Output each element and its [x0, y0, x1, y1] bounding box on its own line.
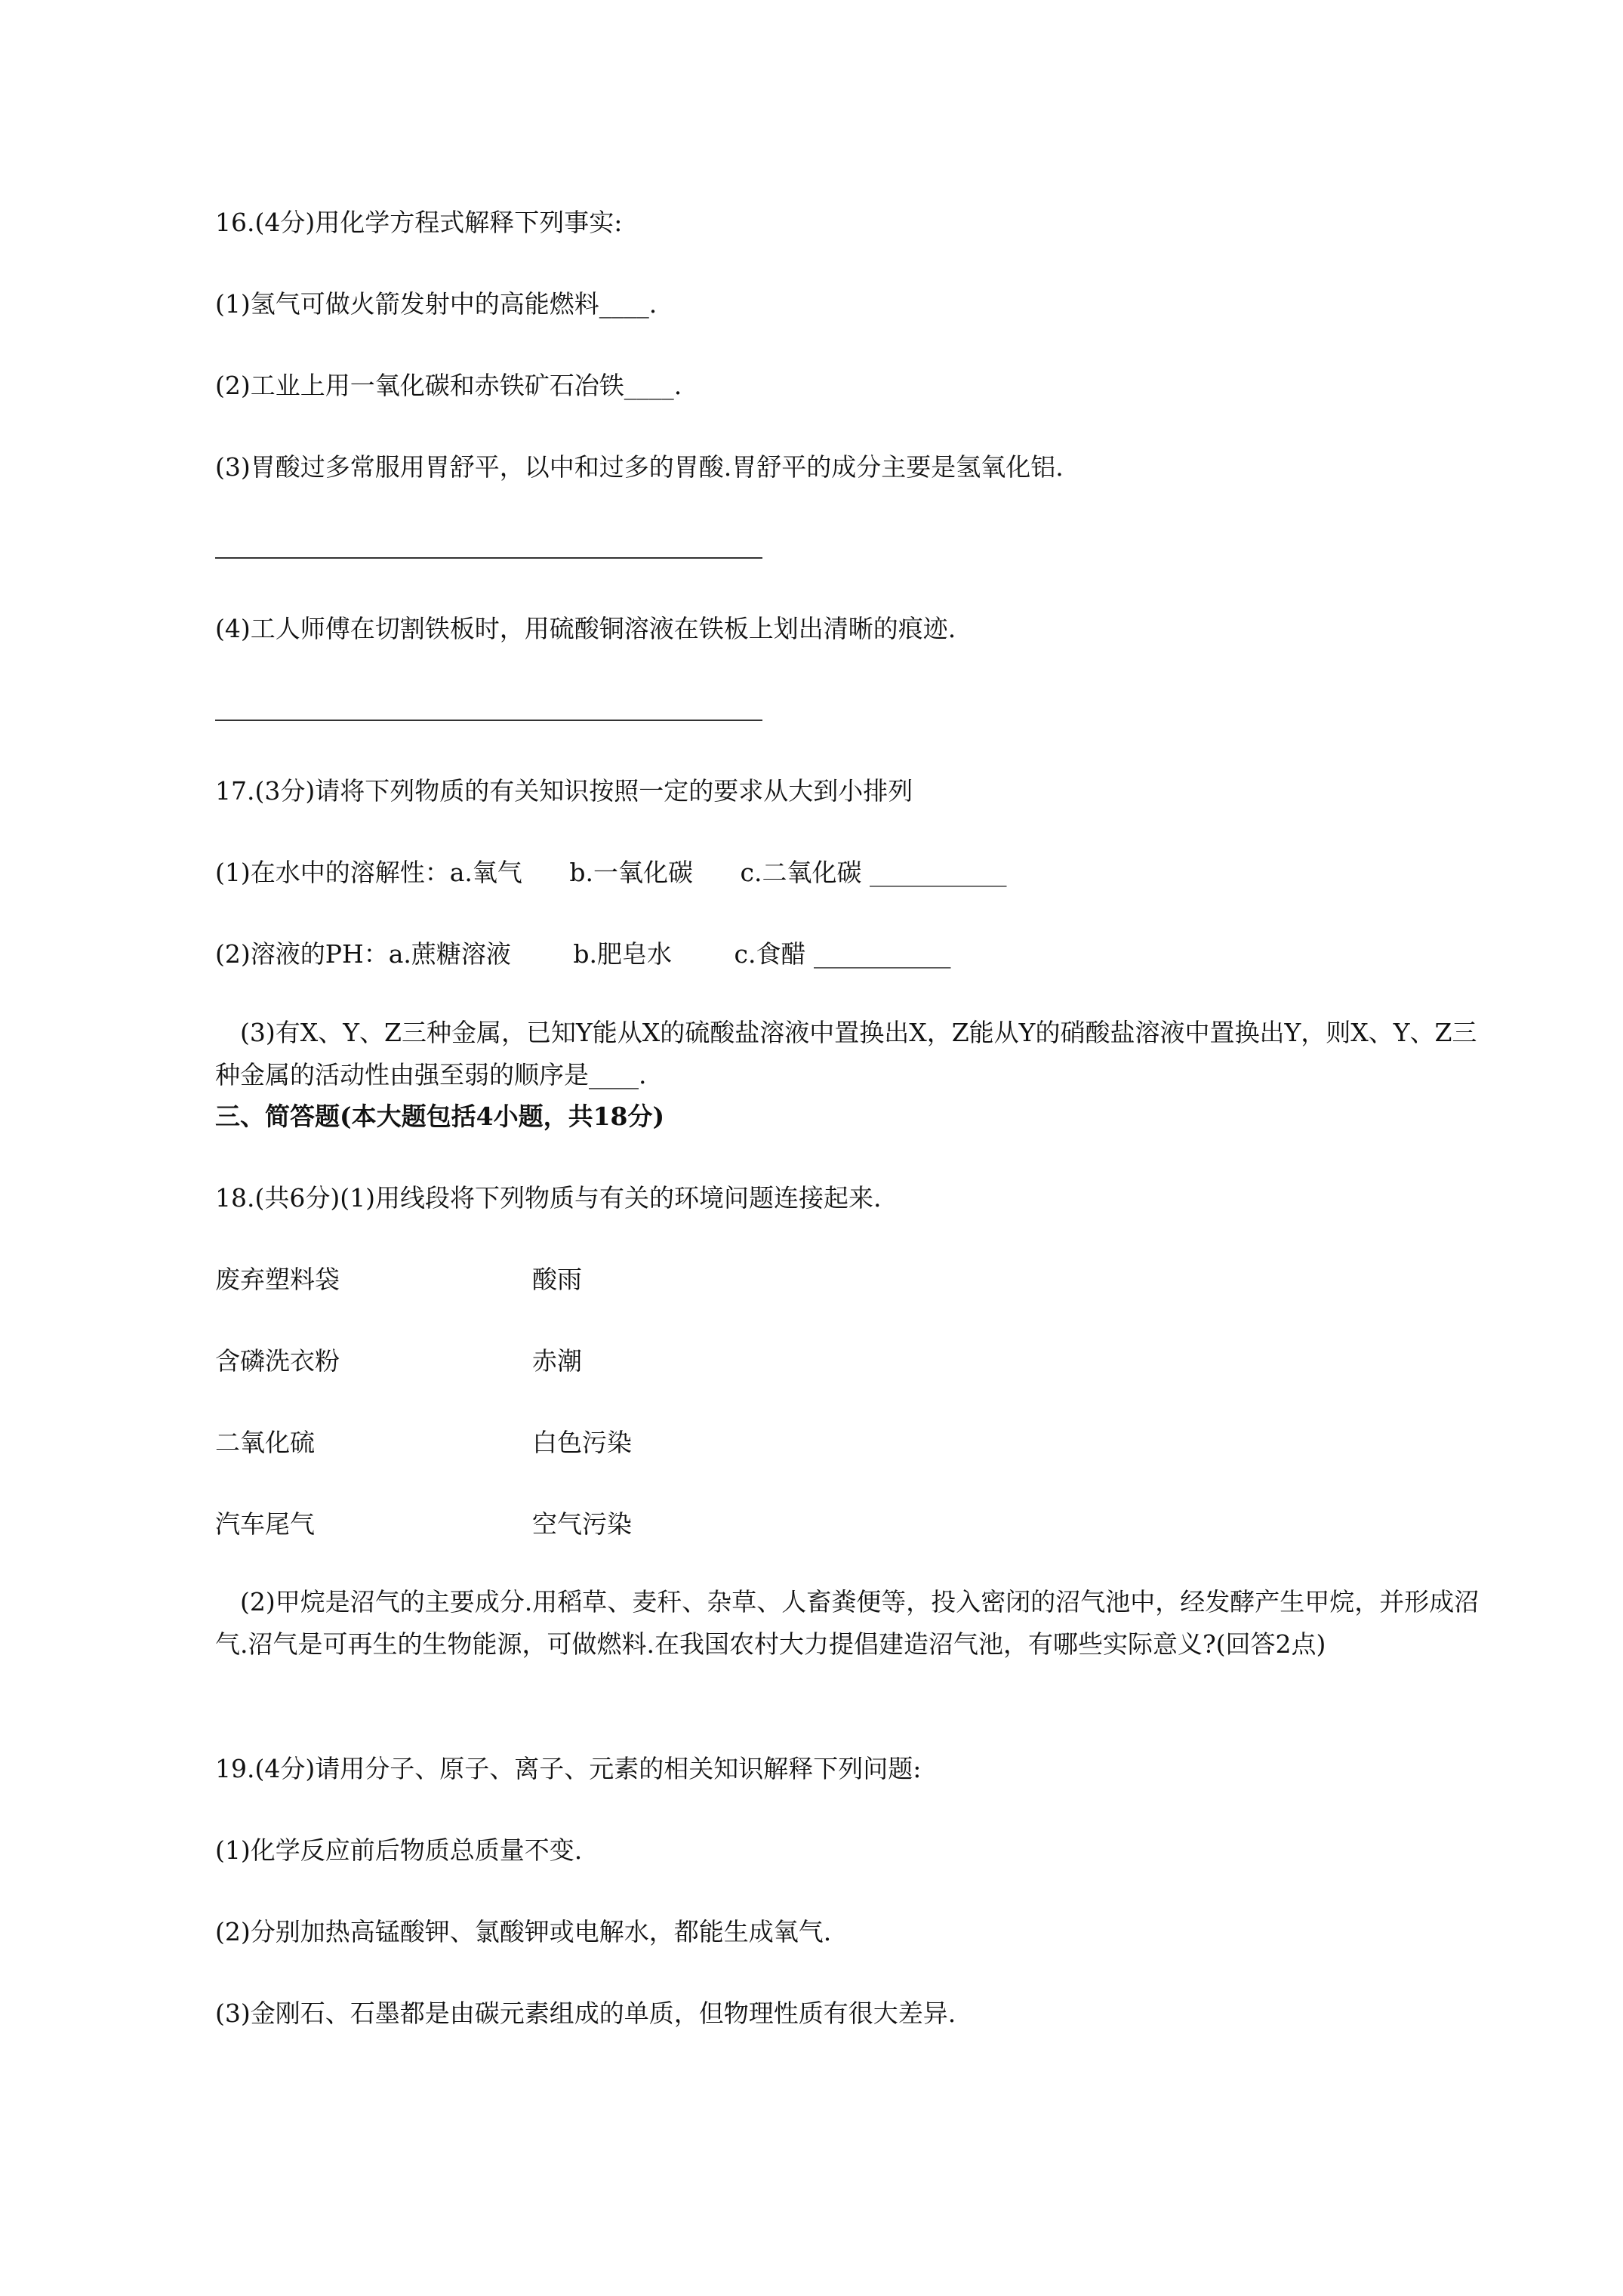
q16-header: 16.(4分)用化学方程式解释下列事实:: [215, 208, 623, 237]
q17-item-3: (3)有X、Y、Z三种金属，已知Y能从X的硫酸盐溶液中置换出X，Z能从Y的硝酸盐溶液中置换出Y，则X、Y、Z三种金属的活动性由强至弱的顺序是____.: [215, 1018, 1477, 1089]
q18-right-item: 酸雨: [532, 1265, 582, 1294]
q18-header: 18.(共6分)(1)用线段将下列物质与有关的环境问题连接起来.: [215, 1183, 882, 1213]
q16-item-4: (4)工人师傅在切割铁板时，用硫酸铜溶液在铁板上划出清晰的痕迹.: [215, 614, 956, 643]
q19-header: 19.(4分)请用分子、原子、离子、元素的相关知识解释下列问题:: [215, 1754, 922, 1783]
q18-left-item: 废弃塑料袋: [215, 1265, 340, 1294]
q18-left-item: 汽车尾气: [215, 1509, 315, 1539]
q19-item-1: (1)化学反应前后物质总质量不变.: [215, 1835, 583, 1865]
q17-item-1: [215, 855, 1007, 890]
q16-item-3-answer-line: [215, 557, 762, 559]
q17-item-2-option-c: c.食醋 ___________: [734, 939, 951, 969]
q18-left-item: 含磷洗衣粉: [215, 1346, 340, 1376]
q18-part-2: (2)甲烷是沼气的主要成分.用稻草、麦秆、杂草、人畜粪便等，投入密闭的沼气池中，经发酵产生甲烷，并形成沼气.沼气是可再生的生物能源，可做燃料.在我国农村大力提倡建造沼气池，有哪些实际意义?(回答2点): [215, 1587, 1480, 1659]
q16-item-4-answer-line: [215, 720, 762, 721]
q17-header: 17.(3分)请将下列物质的有关知识按照一定的要求从大到小排列: [215, 776, 913, 806]
q18-right-item: 白色污染: [532, 1428, 632, 1457]
q19-item-2: (2)分别加热高锰酸钾、氯酸钾或电解水，都能生成氧气.: [215, 1917, 832, 1946]
q18-left-item: 二氧化硫: [215, 1428, 315, 1457]
q18-right-item: 赤潮: [532, 1346, 582, 1376]
q16-item-3: (3)胃酸过多常服用胃舒平，以中和过多的胃酸.胃舒平的成分主要是氢氧化铝.: [215, 452, 1064, 482]
q19-item-3: (3)金刚石、石墨都是由碳元素组成的单质，但物理性质有很大差异.: [215, 1999, 956, 2028]
q16-item-1: (1)氢气可做火箭发射中的高能燃料____.: [215, 289, 658, 319]
q17-item-1-option-b: b.一氧化碳: [569, 858, 694, 887]
q17-item-1-option-c: c.二氧化碳 ___________: [740, 858, 1007, 887]
section-3-title: 三、简答题(本大题包括4小题，共18分): [215, 1102, 665, 1131]
q17-item-1-label: (1)在水中的溶解性：a.氧气: [215, 858, 522, 887]
q17-item-2-label: (2)溶液的PH：a.蔗糖溶液: [215, 939, 511, 969]
q18-right-item: 空气污染: [532, 1509, 632, 1539]
q17-item-2-option-b: b.肥皂水: [573, 939, 673, 969]
q16-item-2: (2)工业上用一氧化碳和赤铁矿石冶铁____.: [215, 371, 682, 400]
q17-item-2: [215, 937, 951, 972]
